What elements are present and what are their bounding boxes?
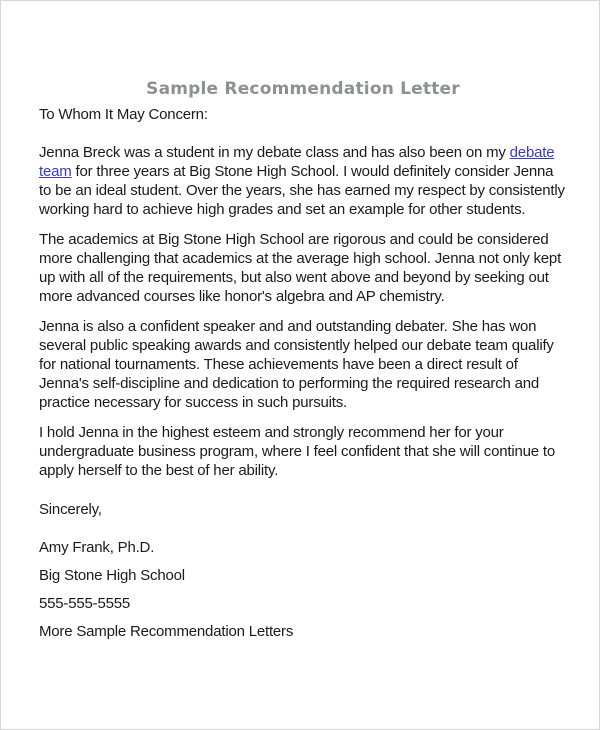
signature-name: Amy Frank, Ph.D. — [39, 539, 155, 556]
signature-phone: 555-555-5555 — [39, 595, 131, 612]
paragraph-recommendation: I hold Jenna in the highest esteem and strongly recommend her for your undergraduate business program, where I feel confident that she will continue to apply herself to the best of her ability. — [39, 424, 555, 479]
footer-more-letters: More Sample Recommendation Letters — [39, 623, 294, 640]
paragraph-intro — [39, 143, 567, 219]
paragraph-speaker: Jenna is also a confident speaker and and outstanding debater. She has won several public speaking awards and consistently helped our debate team qualify for national tournaments. These achievements have been a direct result of Jenna's self-discipline and dedication to performing the required research and practice necessary for success in such pursuits. — [39, 318, 554, 411]
letter-title: Sample Recommendation Letter — [146, 79, 460, 99]
debate-team-link[interactable]: debate team — [39, 144, 555, 180]
salutation: To Whom It May Concern: — [39, 106, 208, 123]
closing: Sincerely, — [39, 501, 102, 518]
paragraph-intro-text-before: Jenna Breck was a student in my debate class and has also been on my — [39, 144, 510, 161]
paragraph-intro-text-after: for three years at Big Stone High School. I would definitely consider Jenna to be an ideal student. Over the years, she has earned my respect by consistently working hard to achieve high grades and set an example for other students. — [39, 163, 565, 218]
paragraph-academics: The academics at Big Stone High School are rigorous and could be considered more challenging that academics at the average high school. Jenna not only kept up with all of the requirements, but also went above and beyond by seeking out more advanced courses like honor's algebra and AP chemistry. — [39, 231, 562, 305]
signature-organization: Big Stone High School — [39, 567, 185, 584]
